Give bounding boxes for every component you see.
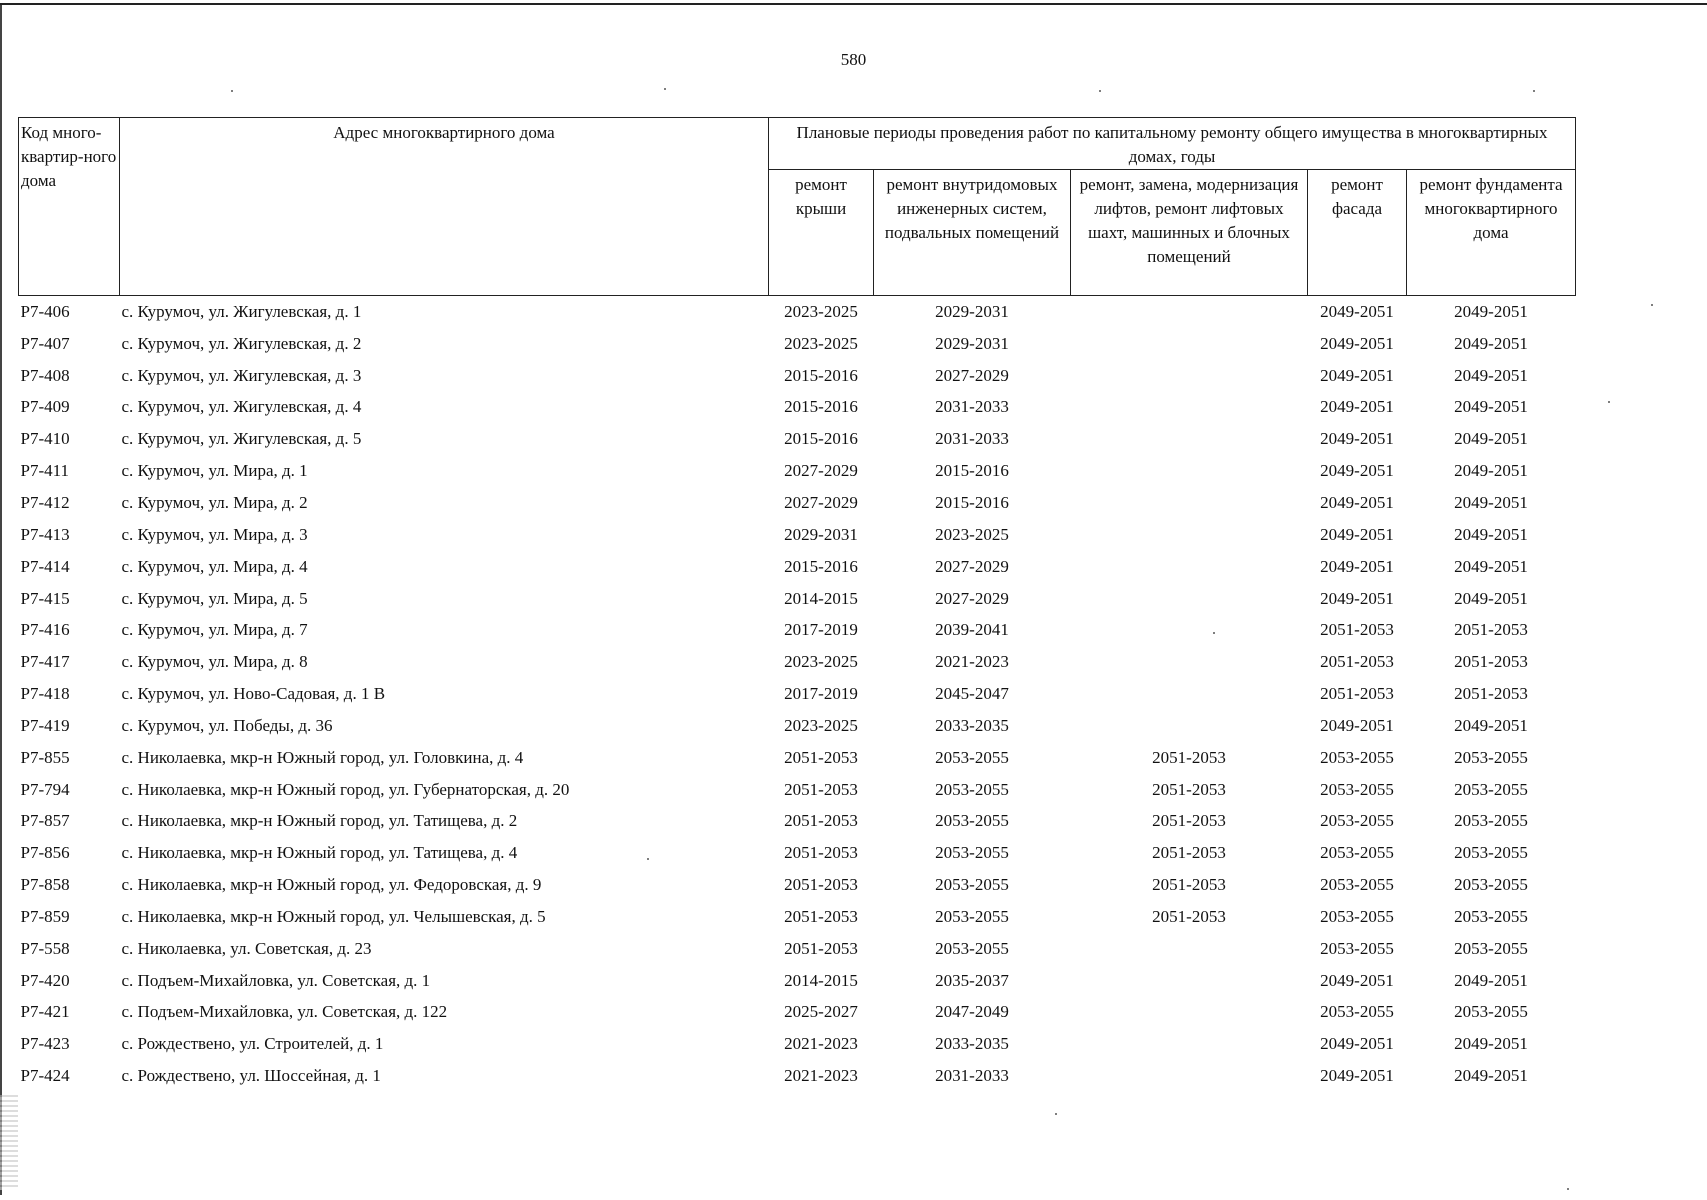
table-row bbox=[19, 296, 1576, 328]
table-row bbox=[19, 997, 1576, 1029]
table-row bbox=[19, 455, 1576, 487]
cell-facade: 2053-2055 bbox=[1320, 906, 1394, 926]
cell-roof: 2025-2027 bbox=[784, 1002, 858, 1022]
header-periods: Плановые периоды проведения работ по капитальному ремонту общего имущества в многоквартирных домах, годы bbox=[769, 118, 1576, 170]
cell-roof: 2051-2053 bbox=[784, 843, 858, 863]
cell-facade: 2053-2055 bbox=[1320, 1002, 1394, 1022]
left-border-line bbox=[0, 5, 2, 1195]
capital-repair-table bbox=[18, 117, 1576, 1092]
cell-address: с. Подъем-Михайловка, ул. Советская, д. 1 bbox=[121, 970, 431, 990]
cell-systems: 2031-2033 bbox=[935, 397, 1009, 417]
cell-roof: 2021-2023 bbox=[784, 1066, 858, 1086]
cell-foundation: 2049-2051 bbox=[1454, 556, 1528, 576]
cell-lifts bbox=[1071, 519, 1308, 551]
cell-foundation: 2053-2055 bbox=[1454, 747, 1528, 767]
cell-code: Р7-424 bbox=[20, 1066, 70, 1086]
cell-systems: 2015-2016 bbox=[935, 461, 1009, 481]
cell-facade: 2049-2051 bbox=[1320, 556, 1394, 576]
header-code: Код много-квартир-ного дома bbox=[19, 118, 120, 296]
cell-address: с. Курумоч, ул. Мира, д. 3 bbox=[121, 524, 308, 544]
cell-code: Р7-558 bbox=[20, 938, 70, 958]
cell-foundation: 2049-2051 bbox=[1454, 588, 1528, 608]
cell-address: с. Рождествено, ул. Строителей, д. 1 bbox=[121, 1034, 384, 1054]
cell-address: с. Курумоч, ул. Мира, д. 8 bbox=[121, 652, 308, 672]
cell-lifts bbox=[1071, 455, 1308, 487]
cell-foundation: 2053-2055 bbox=[1454, 779, 1528, 799]
cell-lifts bbox=[1071, 965, 1308, 997]
cell-foundation: 2053-2055 bbox=[1454, 811, 1528, 831]
cell-lifts bbox=[1071, 551, 1308, 583]
cell-code: Р7-410 bbox=[20, 429, 70, 449]
header-lifts: ремонт, замена, модернизация лифтов, ремонт лифтовых шахт, машинных и блочных помещений bbox=[1071, 170, 1308, 296]
cell-systems: 2033-2035 bbox=[935, 715, 1009, 735]
table-row bbox=[19, 965, 1576, 997]
cell-code: Р7-859 bbox=[20, 906, 70, 926]
table-row bbox=[19, 678, 1576, 710]
table-row bbox=[19, 614, 1576, 646]
cell-lifts bbox=[1071, 997, 1308, 1029]
cell-facade: 2049-2051 bbox=[1320, 333, 1394, 353]
table-row bbox=[19, 1028, 1576, 1060]
cell-systems: 2027-2029 bbox=[935, 588, 1009, 608]
scan-speck bbox=[1651, 304, 1653, 306]
cell-systems: 2053-2055 bbox=[935, 875, 1009, 895]
cell-facade: 2049-2051 bbox=[1320, 1034, 1394, 1054]
table-row bbox=[19, 646, 1576, 678]
table-row bbox=[19, 1060, 1576, 1092]
cell-code: Р7-423 bbox=[20, 1034, 70, 1054]
cell-foundation: 2049-2051 bbox=[1454, 1066, 1528, 1086]
cell-facade: 2051-2053 bbox=[1320, 620, 1394, 640]
cell-roof: 2051-2053 bbox=[784, 747, 858, 767]
cell-address: с. Николаевка, мкр-н Южный город, ул. Губернаторская, д. 20 bbox=[121, 779, 570, 799]
table-row bbox=[19, 392, 1576, 424]
cell-lifts bbox=[1071, 487, 1308, 519]
table-row bbox=[19, 742, 1576, 774]
cell-lifts: 2051-2053 bbox=[1152, 747, 1226, 767]
cell-lifts: 2051-2053 bbox=[1152, 875, 1226, 895]
cell-roof: 2015-2016 bbox=[784, 429, 858, 449]
cell-code: Р7-421 bbox=[20, 1002, 70, 1022]
cell-address: с. Николаевка, мкр-н Южный город, ул. Челышевская, д. 5 bbox=[121, 906, 546, 926]
cell-roof: 2023-2025 bbox=[784, 301, 858, 321]
cell-roof: 2023-2025 bbox=[784, 333, 858, 353]
cell-roof: 2021-2023 bbox=[784, 1034, 858, 1054]
cell-facade: 2049-2051 bbox=[1320, 524, 1394, 544]
cell-foundation: 2049-2051 bbox=[1454, 524, 1528, 544]
cell-facade: 2049-2051 bbox=[1320, 365, 1394, 385]
cell-foundation: 2049-2051 bbox=[1454, 492, 1528, 512]
cell-facade: 2049-2051 bbox=[1320, 461, 1394, 481]
cell-address: с. Рождествено, ул. Шоссейная, д. 1 bbox=[121, 1066, 381, 1086]
cell-code: Р7-407 bbox=[20, 333, 70, 353]
cell-lifts bbox=[1071, 710, 1308, 742]
cell-systems: 2027-2029 bbox=[935, 556, 1009, 576]
cell-foundation: 2049-2051 bbox=[1454, 301, 1528, 321]
cell-lifts: 2051-2053 bbox=[1152, 906, 1226, 926]
cell-code: Р7-794 bbox=[20, 779, 70, 799]
cell-systems: 2053-2055 bbox=[935, 906, 1009, 926]
cell-address: с. Курумоч, ул. Мира, д. 5 bbox=[121, 588, 308, 608]
table-row bbox=[19, 869, 1576, 901]
cell-systems: 2033-2035 bbox=[935, 1034, 1009, 1054]
cell-lifts bbox=[1071, 360, 1308, 392]
cell-foundation: 2049-2051 bbox=[1454, 397, 1528, 417]
table-header-row-1 bbox=[19, 118, 1576, 170]
cell-systems: 2031-2033 bbox=[935, 429, 1009, 449]
cell-address: с. Курумоч, ул. Жигулевская, д. 4 bbox=[121, 397, 362, 417]
cell-lifts bbox=[1071, 678, 1308, 710]
cell-roof: 2027-2029 bbox=[784, 461, 858, 481]
cell-lifts bbox=[1071, 646, 1308, 678]
table-row bbox=[19, 933, 1576, 965]
table-row bbox=[19, 328, 1576, 360]
table-row bbox=[19, 551, 1576, 583]
scan-speck bbox=[231, 90, 233, 92]
table-row bbox=[19, 837, 1576, 869]
table-row bbox=[19, 806, 1576, 838]
cell-systems: 2047-2049 bbox=[935, 1002, 1009, 1022]
cell-facade: 2051-2053 bbox=[1320, 652, 1394, 672]
cell-address: с. Николаевка, мкр-н Южный город, ул. Татищева, д. 2 bbox=[121, 811, 518, 831]
cell-roof: 2029-2031 bbox=[784, 524, 858, 544]
cell-address: с. Курумоч, ул. Жигулевская, д. 3 bbox=[121, 365, 362, 385]
cell-foundation: 2053-2055 bbox=[1454, 843, 1528, 863]
cell-code: Р7-408 bbox=[20, 365, 70, 385]
header-facade: ремонт фасада bbox=[1308, 170, 1407, 296]
cell-address: с. Курумоч, ул. Жигулевская, д. 5 bbox=[121, 429, 362, 449]
cell-foundation: 2051-2053 bbox=[1454, 684, 1528, 704]
cell-facade: 2049-2051 bbox=[1320, 588, 1394, 608]
scan-speck bbox=[1099, 90, 1101, 92]
cell-systems: 2039-2041 bbox=[935, 620, 1009, 640]
cell-code: Р7-857 bbox=[20, 811, 70, 831]
cell-foundation: 2049-2051 bbox=[1454, 365, 1528, 385]
cell-systems: 2053-2055 bbox=[935, 779, 1009, 799]
cell-code: Р7-856 bbox=[20, 843, 70, 863]
cell-foundation: 2051-2053 bbox=[1454, 652, 1528, 672]
scan-speck bbox=[1055, 1113, 1057, 1115]
cell-roof: 2051-2053 bbox=[784, 779, 858, 799]
cell-facade: 2049-2051 bbox=[1320, 1066, 1394, 1086]
table-row bbox=[19, 901, 1576, 933]
header-roof: ремонт крыши bbox=[769, 170, 874, 296]
cell-lifts bbox=[1071, 423, 1308, 455]
scan-speck bbox=[1533, 90, 1535, 92]
scan-speck bbox=[664, 88, 666, 90]
cell-systems: 2053-2055 bbox=[935, 938, 1009, 958]
cell-roof: 2051-2053 bbox=[784, 811, 858, 831]
cell-foundation: 2049-2051 bbox=[1454, 1034, 1528, 1054]
cell-lifts bbox=[1071, 392, 1308, 424]
cell-lifts: 2051-2053 bbox=[1152, 779, 1226, 799]
cell-code: Р7-412 bbox=[20, 492, 70, 512]
cell-systems: 2045-2047 bbox=[935, 684, 1009, 704]
cell-facade: 2053-2055 bbox=[1320, 875, 1394, 895]
cell-code: Р7-406 bbox=[20, 301, 70, 321]
cell-facade: 2053-2055 bbox=[1320, 779, 1394, 799]
header-foundation: ремонт фундамента многоквартирного дома bbox=[1407, 170, 1576, 296]
cell-code: Р7-411 bbox=[20, 461, 69, 481]
cell-lifts bbox=[1071, 1028, 1308, 1060]
cell-lifts bbox=[1071, 328, 1308, 360]
cell-facade: 2049-2051 bbox=[1320, 429, 1394, 449]
cell-systems: 2035-2037 bbox=[935, 970, 1009, 990]
page-number: 580 bbox=[840, 50, 867, 69]
cell-lifts: 2051-2053 bbox=[1152, 843, 1226, 863]
cell-facade: 2053-2055 bbox=[1320, 938, 1394, 958]
scan-edge-noise bbox=[0, 1095, 18, 1190]
cell-systems: 2023-2025 bbox=[935, 524, 1009, 544]
cell-lifts bbox=[1071, 1060, 1308, 1092]
cell-roof: 2051-2053 bbox=[784, 875, 858, 895]
cell-facade: 2049-2051 bbox=[1320, 970, 1394, 990]
cell-address: с. Курумоч, ул. Мира, д. 7 bbox=[121, 620, 308, 640]
cell-foundation: 2053-2055 bbox=[1454, 938, 1528, 958]
cell-facade: 2049-2051 bbox=[1320, 397, 1394, 417]
table-row bbox=[19, 360, 1576, 392]
table-row bbox=[19, 774, 1576, 806]
cell-systems: 2053-2055 bbox=[935, 747, 1009, 767]
cell-systems: 2029-2031 bbox=[935, 301, 1009, 321]
cell-facade: 2053-2055 bbox=[1320, 747, 1394, 767]
cell-foundation: 2053-2055 bbox=[1454, 1002, 1528, 1022]
cell-systems: 2053-2055 bbox=[935, 811, 1009, 831]
cell-roof: 2017-2019 bbox=[784, 620, 858, 640]
cell-address: с. Курумоч, ул. Победы, д. 36 bbox=[121, 715, 333, 735]
cell-address: с. Курумоч, ул. Мира, д. 4 bbox=[121, 556, 308, 576]
cell-foundation: 2049-2051 bbox=[1454, 715, 1528, 735]
cell-code: Р7-409 bbox=[20, 397, 70, 417]
cell-foundation: 2051-2053 bbox=[1454, 620, 1528, 640]
cell-lifts bbox=[1071, 933, 1308, 965]
table-body bbox=[19, 296, 1576, 1093]
cell-lifts: 2051-2053 bbox=[1152, 811, 1226, 831]
cell-code: Р7-414 bbox=[20, 556, 70, 576]
cell-address: с. Курумоч, ул. Ново-Садовая, д. 1 В bbox=[121, 684, 386, 704]
cell-roof: 2015-2016 bbox=[784, 365, 858, 385]
cell-roof: 2051-2053 bbox=[784, 938, 858, 958]
cell-facade: 2049-2051 bbox=[1320, 492, 1394, 512]
header-systems: ремонт внутридомовых инженерных систем, подвальных помещений bbox=[874, 170, 1071, 296]
cell-systems: 2031-2033 bbox=[935, 1066, 1009, 1086]
table-row bbox=[19, 583, 1576, 615]
cell-systems: 2027-2029 bbox=[935, 365, 1009, 385]
cell-code: Р7-416 bbox=[20, 620, 70, 640]
scan-speck bbox=[1213, 632, 1215, 634]
table-row bbox=[19, 519, 1576, 551]
cell-code: Р7-855 bbox=[20, 747, 70, 767]
cell-roof: 2023-2025 bbox=[784, 715, 858, 735]
cell-roof: 2015-2016 bbox=[784, 397, 858, 417]
cell-lifts bbox=[1071, 583, 1308, 615]
cell-address: с. Курумоч, ул. Жигулевская, д. 1 bbox=[121, 301, 362, 321]
cell-lifts bbox=[1071, 296, 1308, 328]
cell-address: с. Николаевка, мкр-н Южный город, ул. Татищева, д. 4 bbox=[121, 843, 518, 863]
cell-foundation: 2053-2055 bbox=[1454, 875, 1528, 895]
cell-roof: 2015-2016 bbox=[784, 556, 858, 576]
cell-code: Р7-413 bbox=[20, 524, 70, 544]
cell-systems: 2053-2055 bbox=[935, 843, 1009, 863]
cell-code: Р7-418 bbox=[20, 684, 70, 704]
cell-lifts bbox=[1071, 614, 1308, 646]
cell-roof: 2014-2015 bbox=[784, 588, 858, 608]
table-row bbox=[19, 710, 1576, 742]
cell-facade: 2049-2051 bbox=[1320, 715, 1394, 735]
cell-systems: 2021-2023 bbox=[935, 652, 1009, 672]
cell-foundation: 2049-2051 bbox=[1454, 461, 1528, 481]
cell-code: Р7-417 bbox=[20, 652, 70, 672]
cell-address: с. Курумоч, ул. Мира, д. 1 bbox=[121, 461, 308, 481]
cell-systems: 2029-2031 bbox=[935, 333, 1009, 353]
cell-code: Р7-415 bbox=[20, 588, 70, 608]
cell-foundation: 2049-2051 bbox=[1454, 429, 1528, 449]
table-row bbox=[19, 487, 1576, 519]
cell-address: с. Курумоч, ул. Жигулевская, д. 2 bbox=[121, 333, 362, 353]
cell-facade: 2053-2055 bbox=[1320, 811, 1394, 831]
cell-roof: 2014-2015 bbox=[784, 970, 858, 990]
cell-facade: 2051-2053 bbox=[1320, 684, 1394, 704]
cell-facade: 2049-2051 bbox=[1320, 301, 1394, 321]
cell-code: Р7-858 bbox=[20, 875, 70, 895]
cell-foundation: 2049-2051 bbox=[1454, 333, 1528, 353]
cell-roof: 2027-2029 bbox=[784, 492, 858, 512]
cell-roof: 2051-2053 bbox=[784, 906, 858, 926]
cell-roof: 2017-2019 bbox=[784, 684, 858, 704]
cell-address: с. Николаевка, мкр-н Южный город, ул. Головкина, д. 4 bbox=[121, 747, 524, 767]
cell-address: с. Курумоч, ул. Мира, д. 2 bbox=[121, 492, 308, 512]
table-row bbox=[19, 423, 1576, 455]
cell-foundation: 2049-2051 bbox=[1454, 970, 1528, 990]
cell-code: Р7-419 bbox=[20, 715, 70, 735]
scan-speck bbox=[1567, 1188, 1569, 1190]
cell-foundation: 2053-2055 bbox=[1454, 906, 1528, 926]
header-address: Адрес многоквартирного дома bbox=[120, 118, 769, 296]
cell-facade: 2053-2055 bbox=[1320, 843, 1394, 863]
top-border-line bbox=[0, 3, 1707, 5]
cell-address: с. Подъем-Михайловка, ул. Советская, д. 122 bbox=[121, 1002, 448, 1022]
scan-speck bbox=[1608, 401, 1610, 403]
cell-address: с. Николаевка, ул. Советская, д. 23 bbox=[121, 938, 372, 958]
cell-code: Р7-420 bbox=[20, 970, 70, 990]
scan-speck bbox=[647, 858, 649, 860]
cell-systems: 2015-2016 bbox=[935, 492, 1009, 512]
cell-address: с. Николаевка, мкр-н Южный город, ул. Федоровская, д. 9 bbox=[121, 875, 542, 895]
cell-roof: 2023-2025 bbox=[784, 652, 858, 672]
